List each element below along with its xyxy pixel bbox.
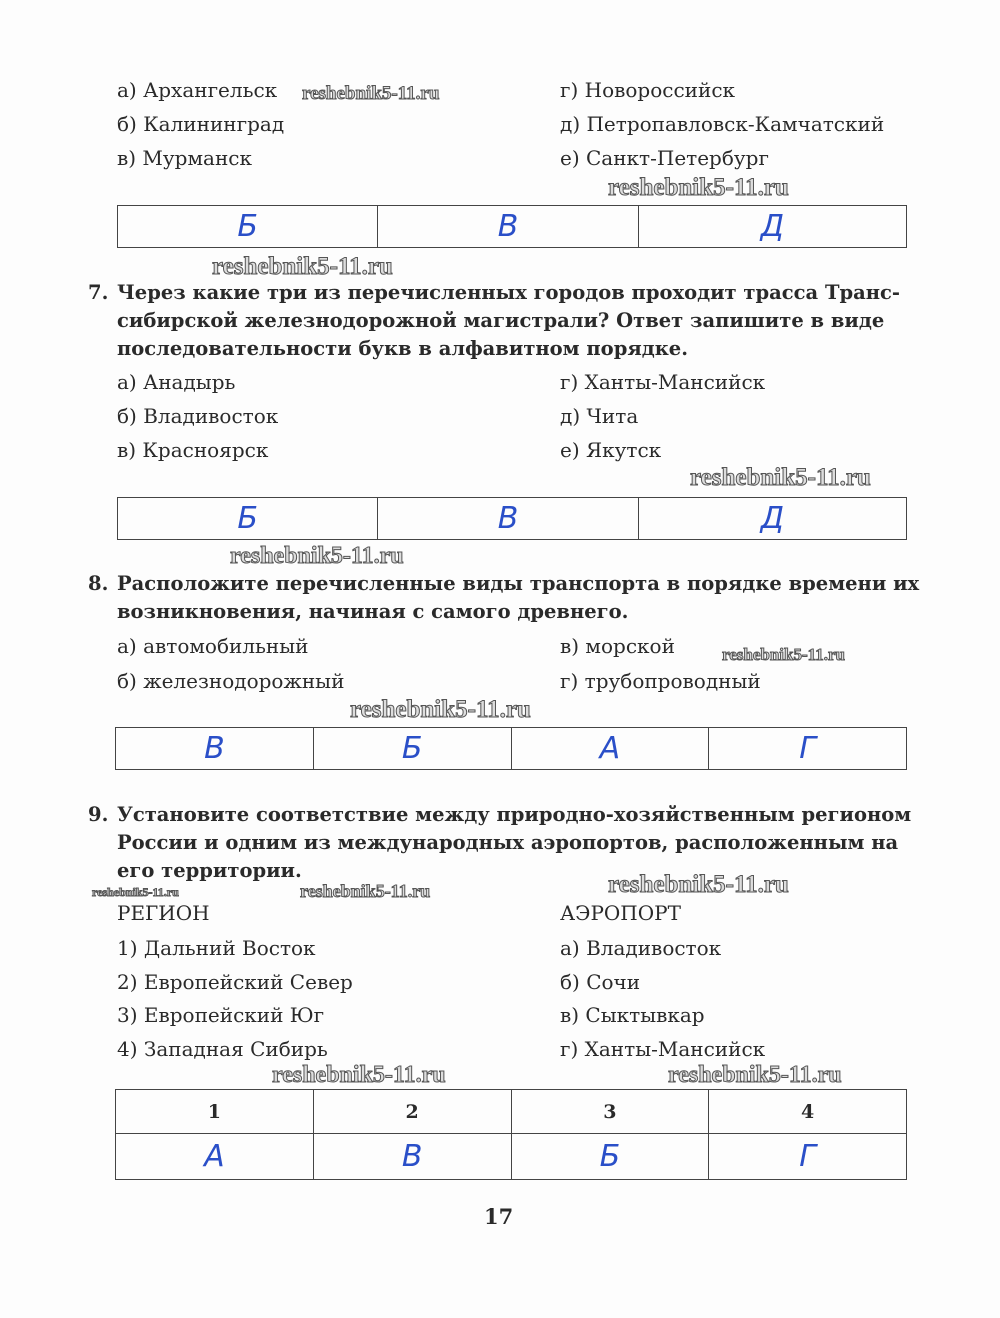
q8-answer-table [115,727,907,770]
answer-cell: Д [638,498,906,540]
header-cell: 1 [116,1090,314,1134]
q7-option-g: г) Ханты-Мансийск [560,370,766,394]
watermark: reshebnik5-11.ru [302,83,440,104]
answer-cell: Б [118,206,378,248]
q7-option-a: а) Анадырь [117,370,236,394]
q7-text-line: Через какие три из перечисленных городов проходит трасса Транс- [117,281,900,304]
q8-option-v: в) морской [560,634,675,658]
answer-cell: Г [709,728,907,770]
q9-airport-g: г) Ханты-Мансийск [560,1037,766,1061]
q9-airport-b: б) Сочи [560,970,641,994]
watermark: reshebnik5-11.ru [212,253,393,280]
q9-region-2: 2) Европейский Север [117,970,353,994]
watermark: reshebnik5-11.ru [608,174,789,201]
q7-option-e: е) Якутск [560,438,662,462]
q8-number: 8. [88,572,109,595]
q8-text-line: Расположите перечисленные виды транспорта в порядке времени их [117,572,920,595]
q9-left-header: РЕГИОН [117,901,210,925]
q9-text-line: Установите соответствие между природно-хозяйственным регионом [117,803,912,826]
answer-cell: Б [313,728,511,770]
q6-option-v: в) Мурманск [117,146,252,170]
page-number: 17 [484,1204,514,1229]
watermark: reshebnik5-11.ru [690,464,871,491]
q9-region-4: 4) Западная Сибирь [117,1037,328,1061]
q9-region-3: 3) Европейский Юг [117,1003,325,1027]
q7-option-d: д) Чита [560,404,639,428]
watermark: reshebnik5-11.ru [272,1062,446,1088]
q6-option-a: а) Архангельск [117,78,278,102]
header-cell: 2 [313,1090,511,1134]
answer-cell: В [378,498,638,540]
watermark: reshebnik5-11.ru [92,885,179,899]
q9-text-line: России и одним из международных аэропортов, расположенным на [117,831,899,854]
q7-text-line: сибирской железнодорожной магистрали? Ответ запишите в виде [117,309,885,332]
q9-airport-v: в) Сыктывкар [560,1003,705,1027]
q6-option-b: б) Калининград [117,112,285,136]
answer-cell: А [511,728,709,770]
header-cell: 4 [709,1090,907,1134]
q6-option-e: е) Санкт-Петербург [560,146,769,170]
q8-option-g: г) трубопроводный [560,669,761,693]
watermark: reshebnik5-11.ru [608,871,789,898]
q8-option-a: а) автомобильный [117,634,309,658]
q9-number: 9. [88,803,109,826]
q6-option-g: г) Новороссийск [560,78,736,102]
q9-right-header: АЭРОПОРТ [560,901,681,925]
answer-cell: В [378,206,638,248]
header-cell: 3 [511,1090,709,1134]
watermark: reshebnik5-11.ru [722,645,845,664]
watermark: reshebnik5-11.ru [230,543,404,569]
answer-cell: Г [709,1134,907,1180]
q8-option-b: б) железнодорожный [117,669,345,693]
q9-airport-a: а) Владивосток [560,936,722,960]
answer-cell: Б [118,498,378,540]
q6-option-d: д) Петропавловск-Камчатский [560,112,885,136]
q7-option-b: б) Владивосток [117,404,279,428]
watermark: reshebnik5-11.ru [300,881,431,901]
answer-cell: А [116,1134,314,1180]
q7-option-v: в) Красноярск [117,438,269,462]
watermark: reshebnik5-11.ru [350,696,531,723]
q7-answer-table [117,497,907,540]
answer-cell: Д [638,206,906,248]
q9-region-1: 1) Дальний Восток [117,936,316,960]
q7-text-line: последовательности букв в алфавитном порядке. [117,337,689,360]
answer-cell: В [313,1134,511,1180]
q9-answer-table [115,1089,907,1180]
q8-text-line: возникновения, начиная с самого древнего. [117,600,629,623]
answer-cell: Б [511,1134,709,1180]
q6-answer-table [117,205,907,248]
answer-cell: В [116,728,314,770]
q9-text-line: его территории. [117,859,302,882]
watermark: reshebnik5-11.ru [668,1062,842,1088]
q7-number: 7. [88,281,109,304]
